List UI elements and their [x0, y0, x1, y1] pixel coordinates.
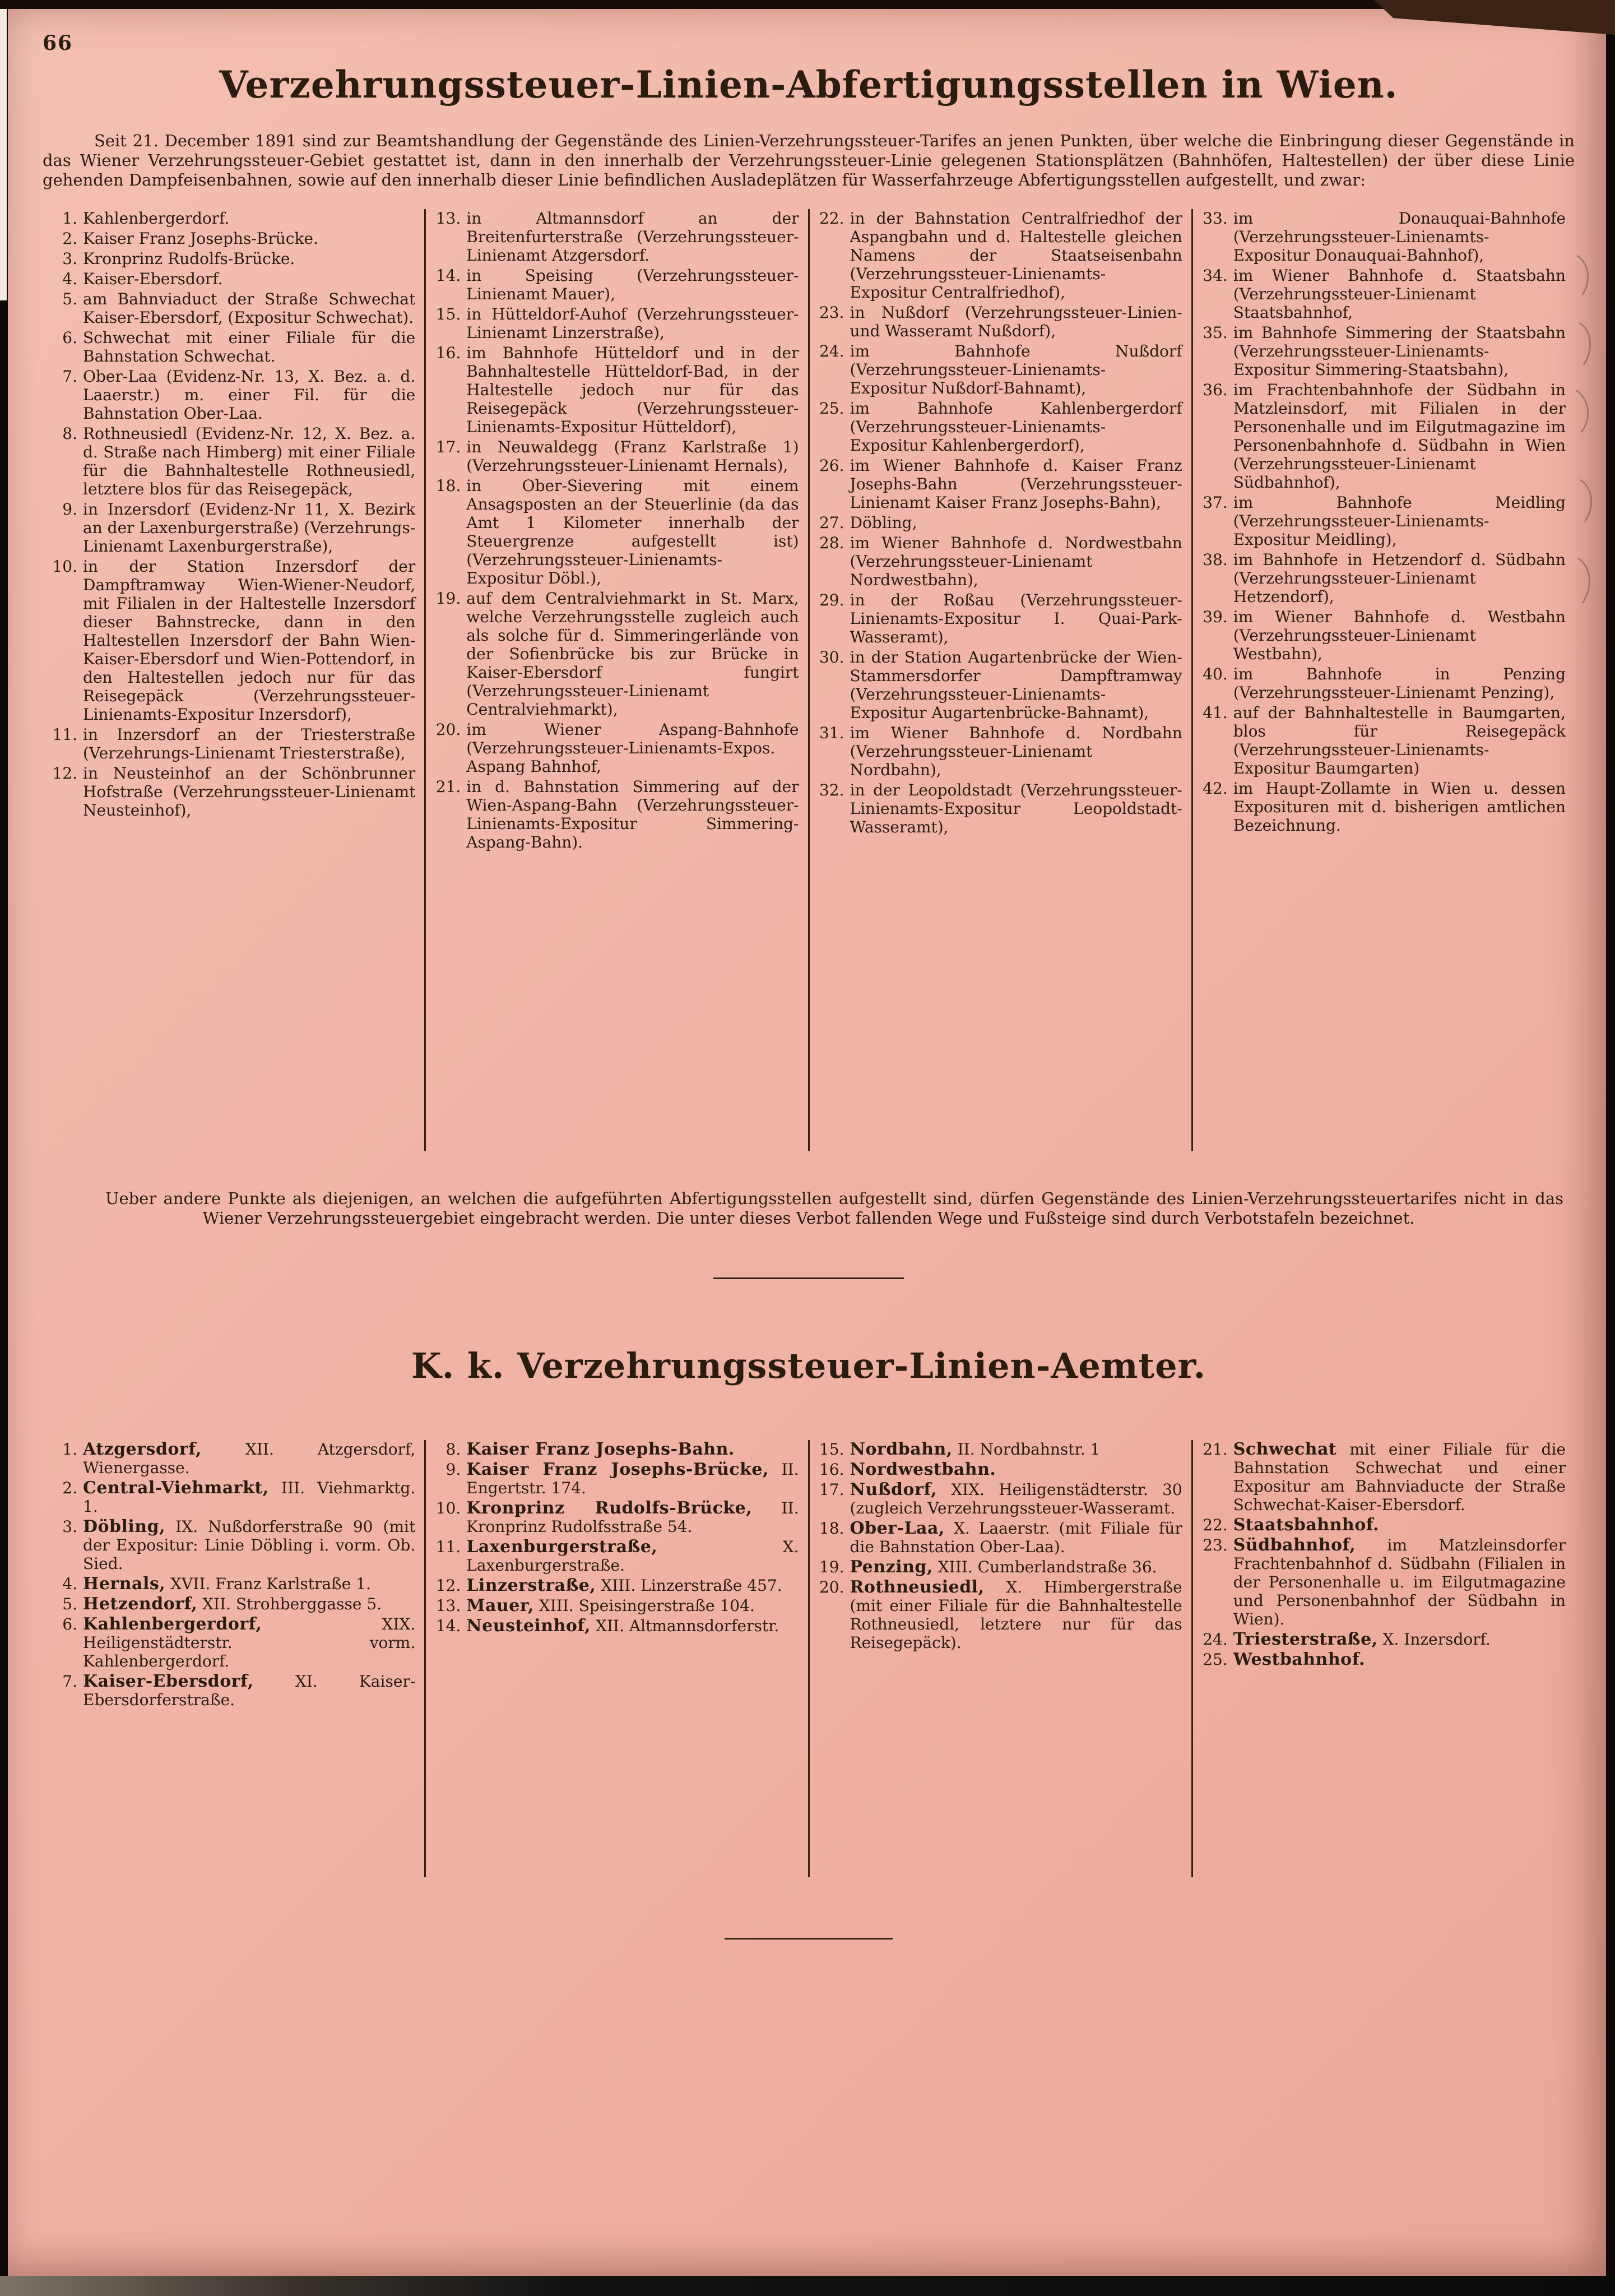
office-details: XIII. Linzerstraße 457. — [601, 1576, 782, 1595]
item-text: in d. Bahnstation Simmering auf der Wien-Aspang-Bahn (Verzehrungssteuer-Linienamts-Expositur Simmering-Aspang-Bahn). — [466, 777, 799, 851]
item-text: im Bahnhofe in Hetzendorf d. Südbahn (Verzehrungssteuer-Linienamt Hetzendorf), — [1233, 550, 1566, 606]
list-item — [1202, 608, 1566, 663]
item-text: in der Station Inzersdorf der Dampftramway Wien-Wiener-Neudorf, mit Filialen in der Haltestelle Inzersdorf dieser Bahnstrecke, dann in den Haltestellen Inzersdorf der Bahn Wien-Kaiser-Ebersdorf und Wien-Pottendorf, in den Haltestellen jedoch nur für das Reisegepäck (Verzehrungssteuer-Linienamts-Expositur Inzersdorf), — [83, 557, 416, 724]
list2-column-2 — [424, 1440, 808, 1877]
item-number: 29. — [819, 591, 844, 609]
list-item — [52, 557, 415, 724]
item-number: 10. — [52, 557, 77, 576]
item-text: Rothneusiedl (Evidenz-Nr. 12, X. Bez. a. d. Straße nach Himberg) mit einer Filiale für die Bahnhaltestelle Rothneusiedl, letztere blos für das Reisegepäck, — [83, 424, 416, 498]
item-text: Kahlenbergerdorf. — [83, 209, 230, 228]
item-text — [83, 1672, 415, 1709]
item-text — [1233, 1630, 1491, 1649]
office-name: Ober-Laa, — [850, 1519, 945, 1538]
list-item — [52, 249, 415, 268]
office-name: Nordwestbahn. — [850, 1460, 996, 1479]
item-number: 40. — [1203, 665, 1228, 683]
item-number: 5. — [62, 290, 77, 308]
item-number: 31. — [819, 724, 844, 742]
list-item — [819, 1558, 1182, 1576]
office-details: II. Nordbahnstr. 1 — [957, 1440, 1101, 1459]
office-details: XIX. Heiligenstädterstr. vorm. Kahlenbergerdorf. — [83, 1615, 416, 1670]
office-name: Nußdorf, — [850, 1480, 938, 1499]
item-number: 22. — [819, 209, 844, 228]
bottom-divider-rule — [725, 1938, 893, 1939]
list2-column-3 — [808, 1440, 1191, 1877]
item-text: im Wiener Bahnhofe d. Westbahn (Verzehrungssteuer-Linienamt Westbahn), — [1233, 608, 1566, 663]
list-item — [52, 1440, 415, 1477]
office-name: Triesterstraße, — [1233, 1630, 1378, 1649]
item-text — [466, 1538, 799, 1575]
item-text: in Altmannsdorf an der Breitenfurterstraße (Verzehrungssteuer-Linienamt Atzgersdorf. — [466, 209, 799, 265]
item-number: 16. — [435, 344, 461, 362]
item-text: in Neusteinhof an der Schönbrunner Hofstraße (Verzehrungssteuer-Linienamt Neusteinhof), — [83, 764, 416, 820]
list-item — [52, 500, 415, 556]
section2-title: K. k. Verzehrungssteuer-Linien-Aemter. — [411, 1345, 1206, 1386]
section-divider-rule — [713, 1277, 904, 1279]
list-item — [1202, 1536, 1566, 1628]
office-name: Rothneusiedl, — [850, 1577, 985, 1597]
list-item — [52, 1575, 415, 1593]
list-item — [435, 589, 799, 719]
list-item — [435, 476, 799, 587]
item-number: 5. — [62, 1595, 77, 1613]
list-item — [435, 305, 799, 342]
office-name: Laxenburgerstraße, — [466, 1537, 658, 1557]
item-text — [83, 1575, 371, 1593]
list-item — [819, 724, 1182, 779]
item-text: im Haupt-Zollamte in Wien u. dessen Exposituren mit d. bisherigen amtlichen Bezeichnung. — [1233, 779, 1566, 835]
item-text — [83, 1479, 415, 1516]
item-number: 36. — [1203, 381, 1228, 399]
list-item — [1202, 209, 1566, 265]
list-item — [1202, 493, 1566, 549]
item-text: im Bahnhofe in Penzing (Verzehrungssteuer-Linienamt Penzing), — [1233, 665, 1566, 702]
office-details: XIX. Heiligenstädterstr. 30 (zugleich Verzehrungssteuer-Wasseramt. — [850, 1480, 1182, 1517]
list-item — [435, 1617, 799, 1635]
office-name: Kaiser Franz Josephs-Bahn. — [466, 1439, 735, 1459]
office-name: Hetzendorf, — [83, 1594, 198, 1614]
item-text: im Bahnhofe Hütteldorf und in der Bahnhaltestelle Hütteldorf-Bad, in der Haltestelle jedoch nur für das Reisegepäck (Verzehrungssteuer-Linienamts-Expositur Hütteldorf), — [466, 344, 799, 436]
list-item — [819, 534, 1182, 589]
office-details: X. Laaerstr. (mit Filiale für die Bahnstation Ober-Laa). — [850, 1519, 1182, 1556]
dispatch-offices-list — [43, 209, 1575, 1151]
office-name: Hernals, — [83, 1574, 166, 1594]
item-text: auf der Bahnhaltestelle in Baumgarten, blos für Reisegepäck (Verzehrungssteuer-Linienamts-Expositur Baumgarten) — [1233, 703, 1566, 777]
item-number: 20. — [819, 1578, 844, 1596]
list1-column-1 — [43, 209, 424, 1151]
item-text — [466, 1596, 755, 1615]
office-name: Kaiser Franz Josephs-Brücke, — [466, 1460, 769, 1479]
item-text — [83, 1517, 415, 1573]
item-text — [850, 1460, 996, 1479]
item-text — [466, 1499, 799, 1536]
item-text — [1233, 1536, 1566, 1628]
office-details: mit einer Filiale für die Bahnstation Schwechat und einer Expositur am Bahnviaducte der Straße Schwechat-Kaiser-Ebersdorf. — [1233, 1440, 1566, 1514]
item-text: am Bahnviaduct der Straße Schwechat Kaiser-Ebersdorf, (Expositur Schwechat). — [83, 290, 416, 327]
item-number: 42. — [1203, 779, 1228, 798]
list-item — [52, 367, 415, 423]
office-name: Neusteinhof, — [466, 1616, 591, 1636]
item-text — [466, 1460, 799, 1497]
list1-column-2 — [424, 209, 808, 1151]
list-item — [1202, 1650, 1566, 1669]
list-item — [52, 1672, 415, 1709]
item-text: im Wiener Bahnhofe d. Kaiser Franz Josephs-Bahn (Verzehrungssteuer-Linienamt Kaiser Franz Josephs-Bahn), — [850, 456, 1182, 512]
list-item — [52, 764, 415, 820]
office-details: XIII. Speisingerstraße 104. — [539, 1596, 755, 1615]
list-item — [819, 303, 1182, 340]
office-details: II. Kronprinz Rudolfsstraße 54. — [466, 1499, 799, 1536]
item-text — [850, 1519, 1182, 1556]
item-number: 25. — [819, 399, 844, 418]
item-number: 26. — [819, 456, 844, 475]
item-number: 1. — [62, 1440, 77, 1459]
list-item — [819, 513, 1182, 532]
item-number: 10. — [435, 1499, 461, 1517]
item-number: 9. — [62, 500, 77, 519]
list-item — [819, 399, 1182, 455]
item-text: im Bahnhofe Meidling (Verzehrungssteuer-Linienamts-Expositur Meidling), — [1233, 493, 1566, 549]
list-item — [819, 648, 1182, 722]
item-text: in Speising (Verzehrungssteuer-Linienamt Mauer), — [466, 266, 799, 303]
office-details: X. Himbergerstraße (mit einer Filiale für die Bahnhaltestelle Rothneusiedl, letztere nur für das Reisegepäck). — [850, 1578, 1182, 1652]
list-item — [52, 725, 415, 762]
item-number: 22. — [1203, 1516, 1228, 1534]
item-text — [83, 1595, 382, 1613]
item-number: 18. — [819, 1519, 844, 1538]
item-text — [1233, 1650, 1365, 1669]
list-item — [52, 424, 415, 498]
item-number: 21. — [1203, 1440, 1228, 1459]
office-details: XIII. Cumberlandstraße 36. — [938, 1558, 1157, 1576]
item-text — [466, 1440, 735, 1459]
list-item — [52, 1479, 415, 1516]
item-text: auf dem Centralviehmarkt in St. Marx, welche Verzehrungsstelle zugleich auch als solche für d. Simmeringerlände von der Sofienbrücke bis zur Brücke in Kaiser-Ebersdorf fungirt (Verzehrungssteuer-Linienamt Centralviehmarkt), — [466, 589, 799, 719]
office-details: XVII. Franz Karlstraße 1. — [170, 1575, 371, 1593]
item-number: 1. — [62, 209, 77, 228]
item-number: 12. — [52, 764, 77, 783]
item-number: 9. — [445, 1460, 461, 1479]
list-item — [819, 1440, 1182, 1459]
item-number: 14. — [435, 266, 461, 285]
item-text: Ober-Laa (Evidenz-Nr. 13, X. Bez. a. d. Laaerstr.) m. einer Fil. für die Bahnstation Ober-Laa. — [83, 367, 416, 423]
item-text — [850, 1480, 1182, 1517]
office-name: Südbahnhof, — [1233, 1535, 1356, 1555]
book-edge-bottom — [0, 2276, 1615, 2296]
item-text — [850, 1440, 1101, 1459]
list-item — [435, 720, 799, 776]
list-item — [1202, 323, 1566, 379]
item-number: 39. — [1203, 608, 1228, 626]
item-number: 27. — [819, 513, 844, 532]
list-item — [435, 1576, 799, 1595]
office-name: Nordbahn, — [850, 1439, 953, 1459]
office-details: X. Inzersdorf. — [1382, 1630, 1491, 1649]
item-number: 17. — [819, 1480, 844, 1499]
list-item — [52, 209, 415, 228]
list-item — [819, 209, 1182, 302]
list-item — [435, 1440, 799, 1459]
list-item — [435, 1538, 799, 1575]
item-text — [1233, 1516, 1379, 1534]
item-text: in Nußdorf (Verzehrungssteuer-Linien- und Wasseramt Nußdorf), — [850, 303, 1182, 340]
list-item — [1202, 779, 1566, 835]
office-details: XII. Altmannsdorferstr. — [596, 1617, 779, 1635]
list-item — [819, 1519, 1182, 1556]
item-number: 3. — [62, 1517, 77, 1536]
item-text: in Ober-Sievering mit einem Ansagsposten an der Steuerlinie (da das Amt 1 Kilometer innerhalb der Steuergrenze aufgestellt ist) (Verzehrungssteuer-Linienamts-Expositur Döbl.), — [466, 476, 799, 587]
office-name: Döbling, — [83, 1517, 166, 1536]
office-name: Central-Viehmarkt, — [83, 1478, 269, 1498]
item-number: 32. — [819, 781, 844, 799]
item-number: 7. — [62, 1672, 77, 1691]
item-number: 19. — [819, 1558, 844, 1576]
item-text: Kaiser-Ebersdorf. — [83, 270, 223, 288]
item-text: im Bahnhofe Kahlenbergerdorf (Verzehrungssteuer-Linienamts-Expositur Kahlenbergerdorf), — [850, 399, 1182, 455]
item-text: in der Roßau (Verzehrungssteuer-Linienamts-Expositur I. Quai-Park-Wasseramt), — [850, 591, 1182, 646]
list-item — [435, 1596, 799, 1615]
office-name: Westbahnhof. — [1233, 1650, 1365, 1669]
item-text — [1233, 1440, 1566, 1514]
office-details: XI. Kaiser-Ebersdorferstraße. — [83, 1672, 416, 1709]
office-details: X. Laxenburgerstraße. — [466, 1538, 799, 1575]
office-name: Linzerstraße, — [466, 1576, 596, 1595]
item-text: in Neuwaldegg (Franz Karlstraße 1) (Verzehrungssteuer-Linienamt Hernals), — [466, 438, 799, 475]
item-number: 37. — [1203, 493, 1228, 512]
item-number: 7. — [62, 367, 77, 386]
office-details: XII. Atzgersdorf, Wienergasse. — [83, 1440, 416, 1477]
item-text: im Wiener Bahnhofe d. Staatsbahn (Verzehrungssteuer-Linienamt Staatsbahnhof, — [1233, 266, 1566, 322]
item-number: 30. — [819, 648, 844, 666]
section1-title: Verzehrungssteuer-Linien-Abfertigungsstellen in Wien. — [219, 63, 1398, 107]
office-name: Schwechat — [1233, 1439, 1337, 1459]
item-text: im Wiener Bahnhofe d. Nordwestbahn (Verzehrungssteuer-Linienamt Nordwestbahn), — [850, 534, 1182, 589]
item-number: 24. — [819, 342, 844, 360]
list2-column-4 — [1191, 1440, 1575, 1877]
item-text: in Hütteldorf-Auhof (Verzehrungssteuer-Linienamt Linzerstraße), — [466, 305, 799, 342]
pencil-marks — [1570, 244, 1604, 626]
list-item — [1202, 1440, 1566, 1514]
item-number: 8. — [445, 1440, 461, 1459]
list-item — [1202, 703, 1566, 777]
item-number: 24. — [1203, 1630, 1228, 1649]
item-text: Schwechat mit einer Filiale für die Bahnstation Schwechat. — [83, 328, 416, 365]
office-name: Kaiser-Ebersdorf, — [83, 1672, 254, 1691]
office-name: Mauer, — [466, 1596, 534, 1615]
list-item — [435, 266, 799, 303]
item-text: Kronprinz Rudolfs-Brücke. — [83, 249, 295, 268]
item-text: im Frachtenbahnhofe der Südbahn in Matzleinsdorf, mit Filialen in der Personenhalle und im Eilgutmagazine im Personenbahnhofe d. Südbahn in Wien (Verzehrungssteuer-Linienamt Südbahnhof), — [1233, 381, 1566, 492]
book-page — [8, 9, 1606, 2276]
item-number: 4. — [62, 1575, 77, 1593]
item-text: Kaiser Franz Josephs-Brücke. — [83, 229, 318, 248]
item-number: 41. — [1203, 703, 1228, 722]
office-details: II. Engertstr. 174. — [466, 1460, 799, 1497]
list-item — [435, 1499, 799, 1536]
page-number: 66 — [43, 31, 73, 55]
item-text — [83, 1440, 415, 1477]
office-name: Atzgersdorf, — [83, 1439, 202, 1459]
list-item — [1202, 665, 1566, 702]
item-text: in der Station Augartenbrücke der Wien-Stammersdorfer Dampftramway (Verzehrungssteuer-Linienamts-Expositur Augartenbrücke-Bahnamt), — [850, 648, 1182, 722]
list-item — [52, 270, 415, 288]
list-item — [52, 1595, 415, 1613]
item-number: 14. — [435, 1617, 461, 1635]
list-item — [1202, 1630, 1566, 1649]
office-name: Staatsbahnhof. — [1233, 1515, 1380, 1535]
list-item — [52, 229, 415, 248]
office-name: Kahlenbergerdorf, — [83, 1614, 262, 1634]
office-name: Penzing, — [850, 1557, 933, 1577]
office-details: IX. Nußdorferstraße 90 (mit der Expositur: Linie Döbling i. vorm. Ob. Sied. — [83, 1517, 416, 1573]
line-offices-list — [43, 1440, 1575, 1877]
item-text: Döbling, — [850, 513, 917, 532]
item-number: 2. — [62, 1479, 77, 1497]
book-edge-top — [0, 0, 1615, 9]
item-text: im Wiener Bahnhofe d. Nordbahn (Verzehrungssteuer-Linienamt Nordbahn), — [850, 724, 1182, 779]
list-item — [1202, 550, 1566, 606]
list-item — [435, 777, 799, 851]
list-item — [819, 342, 1182, 397]
list1-column-3 — [808, 209, 1191, 1151]
list-item — [52, 1517, 415, 1573]
item-number: 19. — [435, 589, 461, 608]
item-number: 18. — [435, 476, 461, 495]
item-text: in Inzersdorf an der Triesterstraße (Verzehrungs-Linienamt Triesterstraße), — [83, 725, 416, 762]
list-item — [819, 591, 1182, 646]
item-text: in Inzersdorf (Evidenz-Nr 11, X. Bezirk an der Laxenburgerstraße) (Verzehrungs-Linienamt Laxenburgerstraße), — [83, 500, 416, 556]
item-text: in der Leopoldstadt (Verzehrungssteuer-Linienamts-Expositur Leopoldstadt-Wasseramt), — [850, 781, 1182, 836]
list-item — [819, 1480, 1182, 1517]
item-text — [83, 1615, 415, 1670]
item-number: 15. — [435, 305, 461, 323]
item-number: 3. — [62, 249, 77, 268]
item-number: 23. — [819, 303, 844, 322]
closing-paragraph: Ueber andere Punkte als diejenigen, an welchen die aufgeführten Abfertigungsstellen aufgestellt sind, dürfen Gegenstände des Linien-Verzehrungssteuertarifes nicht in das Wiener Verzehrungssteuergebiet eingebracht werden. Die unter dieses Verbot fallenden Wege und Fußsteige sind durch Verbotstafeln bezeichnet. — [105, 1189, 1563, 1228]
list-item — [819, 456, 1182, 512]
item-number: 8. — [62, 424, 77, 443]
office-details: III. Viehmarktg. 1. — [83, 1479, 416, 1516]
page-edge-left — [0, 9, 7, 300]
item-number: 25. — [1203, 1650, 1228, 1669]
item-number: 21. — [435, 777, 461, 796]
list1-column-4 — [1191, 209, 1575, 1151]
office-details: XII. Strohberggasse 5. — [202, 1595, 382, 1613]
item-number: 16. — [819, 1460, 844, 1479]
list-item — [1202, 381, 1566, 492]
item-number: 11. — [52, 725, 77, 744]
list2-column-1 — [43, 1440, 424, 1877]
item-number: 23. — [1203, 1536, 1228, 1554]
list-item — [52, 328, 415, 365]
list-item — [819, 1578, 1182, 1652]
office-details: im Matzleinsdorfer Frachtenbahnhof d. Südbahn (Filialen in der Personenhalle u. im Eilgutmagazine und Personenbahnhof der Südbahn in Wien). — [1233, 1536, 1566, 1628]
item-text — [466, 1617, 779, 1635]
item-number: 2. — [62, 229, 77, 248]
item-text — [850, 1578, 1182, 1652]
item-number: 35. — [1203, 323, 1228, 342]
list-item — [1202, 266, 1566, 322]
item-text: im Bahnhofe Simmering der Staatsbahn (Verzehrungssteuer-Linienamts-Expositur Simmering-Staatsbahn), — [1233, 323, 1566, 379]
item-text — [850, 1558, 1157, 1576]
list-item — [435, 344, 799, 436]
item-number: 38. — [1203, 550, 1228, 569]
item-text — [466, 1576, 782, 1595]
page-content — [8, 9, 1606, 1939]
item-number: 33. — [1203, 209, 1228, 228]
item-number: 28. — [819, 534, 844, 552]
item-text: in der Bahnstation Centralfriedhof der Aspangbahn und d. Haltestelle gleichen Namens der Staatseisenbahn (Verzehrungssteuer-Linienamts-Expositur Centralfriedhof), — [850, 209, 1182, 302]
intro-paragraph: Seit 21. December 1891 sind zur Beamtshandlung der Gegenstände des Linien-Verzehrungssteuer-Tarifes an jenen Punkten, über welche die Einbringung dieser Gegenstände in das Wiener Verzehrungssteuer-Gebiet gestattet ist, dann in den innerhalb der Verzehrungssteuer-Linie gelegenen Stationsplätzen (Bahnhöfen, Haltestellen) der über diese Linie gehenden Dampfeisenbahnen, sowie auf den innerhalb dieser Linie befindlichen Ausladeplätzen für Wasserfahrzeuge Abfertigungsstellen aufgestellt, und zwar: — [43, 131, 1575, 189]
item-text: im Wiener Aspang-Bahnhofe (Verzehrungssteuer-Linienamts-Expos. Aspang Bahnhof, — [466, 720, 799, 776]
list-item — [435, 438, 799, 475]
list-item — [819, 1460, 1182, 1479]
item-text: im Bahnhofe Nußdorf (Verzehrungssteuer-Linienamts-Expositur Nußdorf-Bahnamt), — [850, 342, 1182, 397]
item-number: 34. — [1203, 266, 1228, 285]
item-number: 17. — [435, 438, 461, 456]
list-item — [819, 781, 1182, 836]
item-number: 15. — [819, 1440, 844, 1459]
item-number: 4. — [62, 270, 77, 288]
item-number: 6. — [62, 1615, 77, 1633]
list-item — [435, 1460, 799, 1497]
office-name: Kronprinz Rudolfs-Brücke, — [466, 1498, 753, 1518]
item-number: 13. — [435, 1596, 461, 1615]
list-item — [435, 209, 799, 265]
list-item — [52, 1615, 415, 1670]
item-number: 6. — [62, 328, 77, 347]
item-number: 12. — [435, 1576, 461, 1595]
item-number: 13. — [435, 209, 461, 228]
list-item — [52, 290, 415, 327]
item-text: im Donauquai-Bahnhofe (Verzehrungssteuer-Linienamts-Expositur Donauquai-Bahnhof), — [1233, 209, 1566, 265]
list-item — [1202, 1516, 1566, 1534]
item-number: 20. — [435, 720, 461, 739]
item-number: 11. — [435, 1538, 461, 1556]
